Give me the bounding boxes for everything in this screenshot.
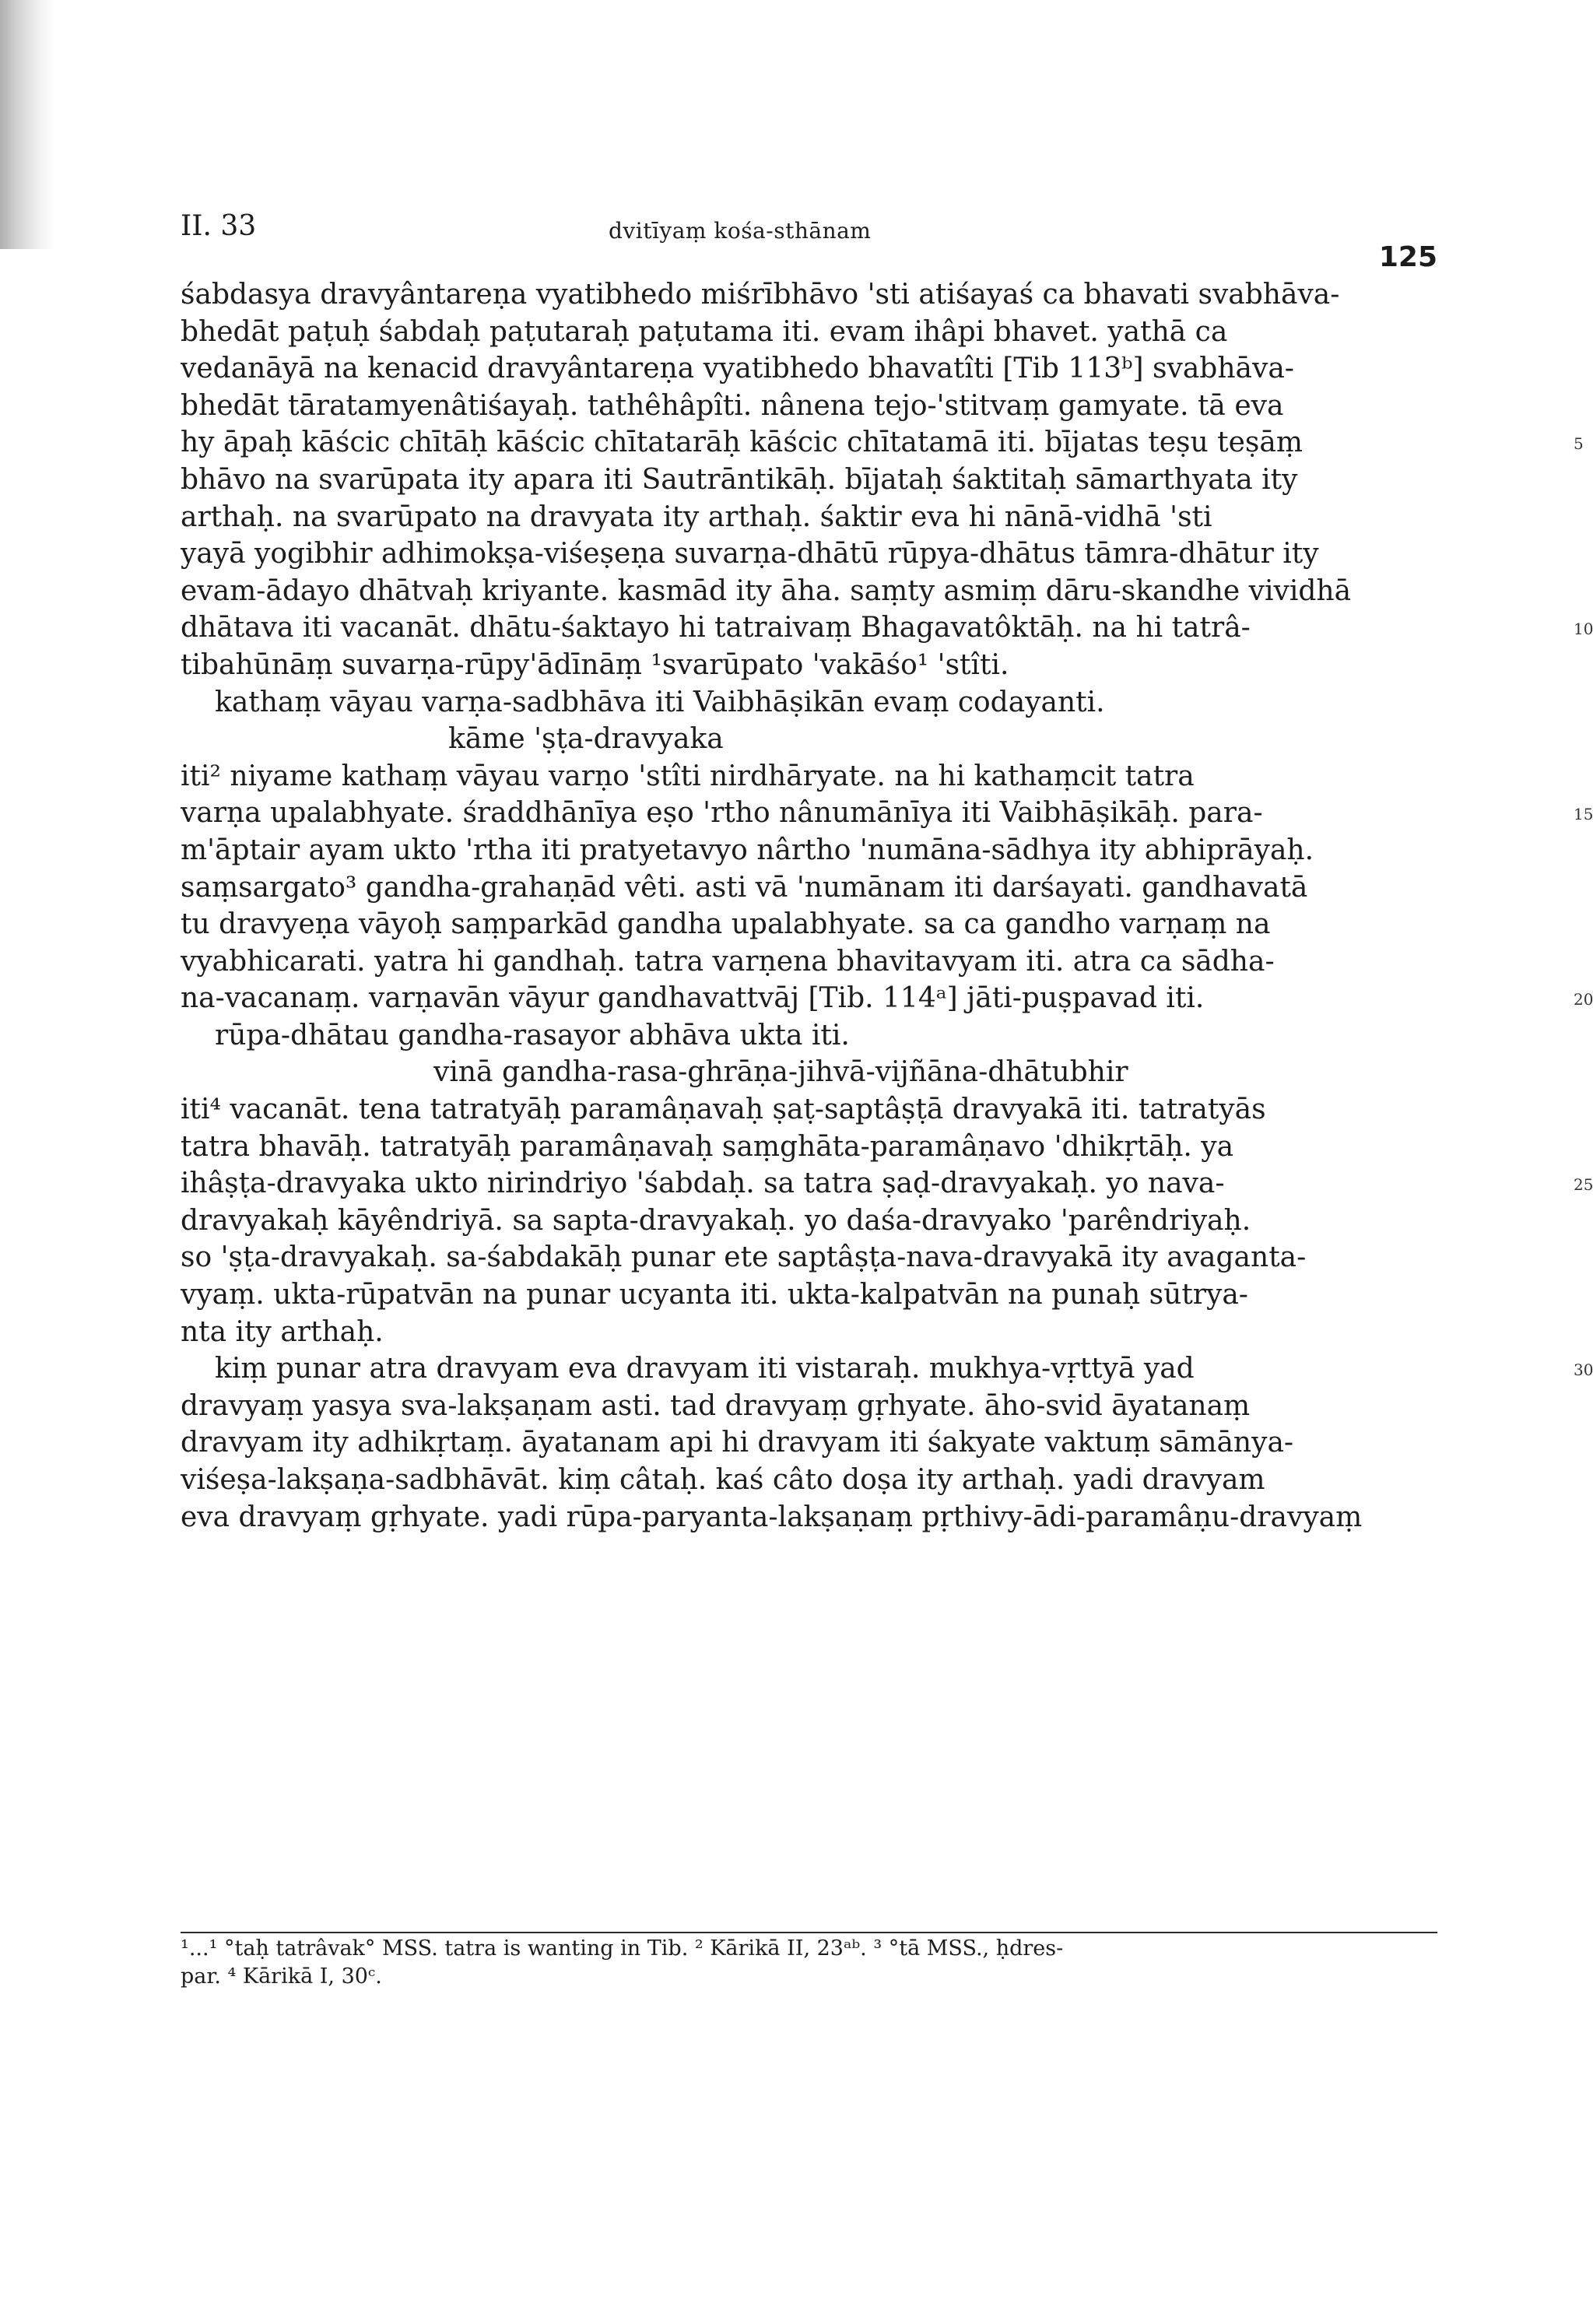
line-text: dravyakaḥ kāyêndriyā. sa sapta-dravyakaḥ. yo daśa-dravyako 'parêndriyaḥ. xyxy=(181,1204,1251,1237)
line-text: evam-ādayo dhātvaḥ kriyante. kasmād ity āha. saṃty asmiṃ dāru-skandhe vividhā xyxy=(181,574,1352,607)
text-line xyxy=(181,1424,1437,1462)
text-line xyxy=(181,462,1437,499)
line-text: yayā yogibhir adhimokṣa-viśeṣeṇa suvarṇa-dhātū rūpya-dhātus tāmra-dhātur ity xyxy=(181,538,1319,570)
line-number: 5 xyxy=(1574,434,1584,454)
scan-edge-shadow xyxy=(0,0,54,249)
text-line xyxy=(181,1499,1437,1536)
line-text: bhedāt tāratamyenâtiśayaḥ. tathêhâpîti. nânena tejo-'stitvaṃ gamyate. tā eva xyxy=(181,389,1284,422)
text-line xyxy=(181,869,1437,907)
line-text: bhedāt paṭuḥ śabdaḥ paṭutaraḥ paṭutama iti. evam ihâpi bhavet. yathā ca xyxy=(181,315,1228,348)
line-text: na-vacanaṃ. varṇavān vāyur gandhavattvāj [Tib. 114ᵃ] jāti-puṣpavad iti. xyxy=(181,982,1205,1015)
text-line xyxy=(181,943,1437,981)
line-text: kāme 'ṣṭa-dravyaka xyxy=(448,723,724,756)
text-line xyxy=(181,1017,1437,1055)
text-line xyxy=(181,276,1437,314)
line-text: dhātava iti vacanāt. dhātu-śaktayo hi tatraivaṃ Bhagavatôktāḥ. na hi tatrâ- xyxy=(181,612,1251,644)
text-line xyxy=(181,684,1437,721)
footnote-line: ¹...¹ °taḥ tatrâvak° MSS. tatra is wanting in Tib. ² Kārikā II, 23ᵃᵇ. ³ °tā MSS., ḥdres- xyxy=(181,1936,1064,1961)
line-text: dravyaṃ yasya sva-lakṣaṇam asti. tad dravyaṃ gṛhyate. āho-svid āyatanaṃ xyxy=(181,1389,1251,1422)
text-line xyxy=(181,1091,1437,1129)
text-line xyxy=(181,424,1584,462)
text-line xyxy=(181,721,1437,758)
text-line xyxy=(181,1276,1437,1314)
line-text: tibahūnāṃ suvarṇa-rūpy'ādīnāṃ ¹svarūpato 'vakāśo¹ 'stîti. xyxy=(181,648,1009,681)
line-text: m'āptair ayam ukto 'rtha iti pratyetavyo nârtho 'numāna-sādhya ity abhiprāyaḥ. xyxy=(181,834,1314,866)
line-text: tatra bhavāḥ. tatratyāḥ paramâṇavaḥ saṃghāta-paramâṇavo 'dhikṛtāḥ. ya xyxy=(181,1130,1234,1163)
line-text: rūpa-dhātau gandha-rasayor abhāva ukta iti. xyxy=(215,1019,850,1051)
line-text: vinā gandha-rasa-ghrāṇa-jihvā-vijñāna-dhātubhir xyxy=(433,1056,1128,1089)
text-line xyxy=(181,1054,1437,1091)
line-text: iti² niyame kathaṃ vāyau varṇo 'stîti nirdhāryate. na hi kathaṃcit tatra xyxy=(181,760,1195,792)
line-text: kathaṃ vāyau varṇa-sadbhāva iti Vaibhāṣikān evaṃ codayanti. xyxy=(215,686,1105,718)
line-number: 25 xyxy=(1574,1175,1593,1195)
line-text: saṃsargato³ gandha-grahaṇād vêti. asti vā 'numānam iti darśayati. gandhavatā xyxy=(181,871,1308,904)
text-line xyxy=(181,980,1593,1017)
line-text: tu dravyeṇa vāyoḥ saṃparkād gandha upalabhyate. sa ca gandho varṇaṃ na xyxy=(181,908,1271,941)
line-text: śabdasya dravyântareṇa vyatibhedo miśrībhāvo 'sti atiśayaś ca bhavati svabhāva- xyxy=(181,279,1340,311)
line-text: eva dravyaṃ gṛhyate. yadi rūpa-paryanta-lakṣaṇaṃ pṛthivy-ādi-paramâṇu-dravyaṃ xyxy=(181,1501,1363,1533)
text-line xyxy=(181,795,1593,832)
text-line xyxy=(181,1350,1593,1388)
line-text: so 'ṣṭa-dravyakaḥ. sa-śabdakāḥ punar ete saptâṣṭa-nava-dravyakā ity avaganta- xyxy=(181,1241,1307,1274)
line-text: hy āpaḥ kāścic chītāḥ kāścic chītatarāḥ kāścic chītatamā iti. bījatas teṣu teṣāṃ xyxy=(181,427,1304,459)
line-number: 20 xyxy=(1574,990,1593,1009)
line-text: bhāvo na svarūpata ity apara iti Sautrāntikāḥ. bījataḥ śaktitaḥ sāmarthyata ity xyxy=(181,463,1298,496)
footnote-line: par. ⁴ Kārikā I, 30ᶜ. xyxy=(181,1964,382,1989)
text-line xyxy=(181,388,1437,425)
line-text: vyabhicarati. yatra hi gandhaḥ. tatra varṇena bhavitavyam iti. atra ca sādha- xyxy=(181,945,1275,978)
line-text: nta ity arthaḥ. xyxy=(181,1315,384,1348)
page-header xyxy=(181,210,1437,280)
text-line xyxy=(181,1462,1437,1499)
line-number: 30 xyxy=(1574,1360,1593,1380)
text-line xyxy=(181,1314,1437,1351)
line-text: iti⁴ vacanāt. tena tatratyāḥ paramâṇavaḥ ṣaṭ-saptâṣṭā dravyakā iti. tatratyās xyxy=(181,1094,1266,1126)
line-text: dravyam ity adhikṛtaṃ. āyatanam api hi dravyam iti śakyate vaktuṃ sāmānya- xyxy=(181,1427,1294,1459)
text-line xyxy=(181,1202,1437,1240)
line-number: 10 xyxy=(1574,620,1593,639)
line-text: ihâṣṭa-dravyaka ukto nirindriyo 'śabdaḥ. sa tatra ṣaḍ-dravyakaḥ. yo nava- xyxy=(181,1167,1225,1200)
text-line xyxy=(181,1388,1437,1425)
text-line xyxy=(181,647,1437,684)
text-line xyxy=(181,573,1437,610)
line-text: arthaḥ. na svarūpato na dravyata ity arthaḥ. śaktir eva hi nānā-vidhā 'sti xyxy=(181,500,1212,533)
footnote-divider xyxy=(181,1932,1437,1933)
page-number: 125 xyxy=(1378,241,1437,273)
text-line xyxy=(181,535,1437,573)
running-title: dvitīyaṃ kośa-sthānam xyxy=(609,218,872,244)
footnotes xyxy=(181,1935,1437,1991)
text-line xyxy=(181,499,1437,536)
text-line xyxy=(181,1165,1593,1202)
line-text: varṇa upalabhyate. śraddhānīya eṣo 'rtho nânumānīya iti Vaibhāṣikāḥ. para- xyxy=(181,797,1263,830)
text-line xyxy=(181,758,1437,795)
text-line xyxy=(181,832,1437,869)
text-line xyxy=(181,609,1593,647)
line-text: vedanāyā na kenacid dravyântareṇa vyatibhedo bhavatîti [Tib 113ᵇ] svabhāva- xyxy=(181,353,1294,385)
section-reference: II. 33 xyxy=(181,210,257,242)
body-text xyxy=(181,276,1593,1536)
line-number: 15 xyxy=(1574,805,1593,824)
text-line xyxy=(181,350,1437,388)
line-text: vyaṃ. ukta-rūpatvān na punar ucyanta iti. ukta-kalpatvān na punaḥ sūtrya- xyxy=(181,1279,1248,1311)
text-line xyxy=(181,314,1437,351)
text-line xyxy=(181,906,1437,943)
text-line xyxy=(181,1129,1437,1166)
line-text: viśeṣa-lakṣaṇa-sadbhāvāt. kiṃ câtaḥ. kaś câto doṣa ity arthaḥ. yadi dravyam xyxy=(181,1464,1265,1496)
text-line xyxy=(181,1239,1437,1276)
line-text: kiṃ punar atra dravyam eva dravyam iti vistaraḥ. mukhya-vṛttyā yad xyxy=(215,1353,1195,1385)
